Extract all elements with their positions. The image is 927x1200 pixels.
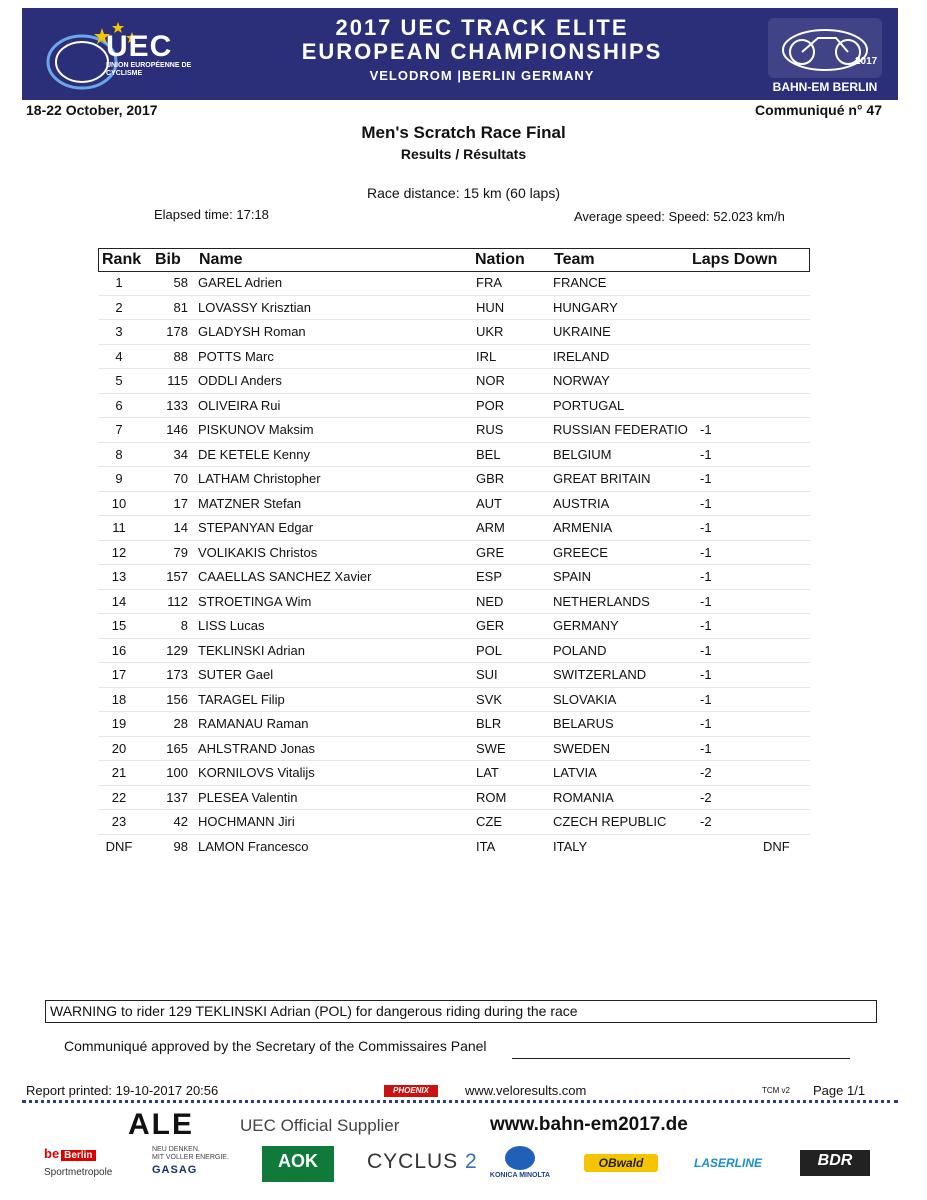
cell-nation: IRL — [476, 348, 497, 364]
cell-team: RUSSIAN FEDERATIO — [553, 422, 688, 437]
cell-bib: 100 — [166, 765, 188, 780]
cell-laps-down: -1 — [700, 544, 712, 560]
cell-team: AUSTRIA — [553, 495, 610, 511]
cell-team: BELARUS — [553, 716, 614, 731]
table-row — [98, 516, 810, 541]
cell-nation: ROM — [476, 789, 507, 805]
cell-rank: 4 — [115, 348, 123, 364]
table-row — [98, 614, 810, 639]
cell-laps-down: -1 — [700, 446, 712, 462]
table-row — [98, 492, 810, 517]
cell-name: TEKLINSKI Adrian — [198, 642, 305, 658]
cell-team: ITALY — [553, 838, 588, 854]
cell-team: LATVIA — [553, 765, 597, 780]
cell-name: OLIVEIRA Rui — [198, 397, 281, 413]
table-row — [98, 369, 810, 394]
table-row — [98, 271, 810, 296]
cell-name: GAREL Adrien — [198, 275, 283, 290]
cell-laps-down: -2 — [700, 765, 712, 780]
cell-team: SPAIN — [553, 569, 592, 584]
tcm-version: TCM v2 — [762, 1086, 790, 1095]
table-row — [98, 688, 810, 713]
banner-title-line1: 2017 UEC TRACK ELITE — [335, 15, 629, 40]
cell-rank: 12 — [111, 544, 127, 560]
cell-bib: 17 — [173, 495, 188, 511]
table-row — [98, 737, 810, 762]
cell-rank: 9 — [115, 471, 123, 486]
cell-laps-down: -1 — [700, 422, 712, 437]
cell-team: CZECH REPUBLIC — [553, 814, 667, 829]
cell-team: GREECE — [553, 544, 608, 560]
cell-bib: 70 — [173, 471, 188, 486]
cell-nation: ITA — [476, 838, 496, 854]
cell-name: LATHAM Christopher — [198, 471, 321, 486]
berlin-logo-text: Berlin — [61, 1150, 95, 1161]
table-row — [98, 565, 810, 590]
cell-team: POLAND — [553, 642, 607, 658]
table-row — [98, 394, 810, 419]
table-row — [98, 320, 810, 345]
cell-status: DNF — [763, 838, 790, 854]
championship-website[interactable]: www.bahn-em2017.de — [490, 1114, 688, 1135]
header-name: Name — [199, 251, 243, 268]
cell-team: GERMANY — [553, 618, 619, 633]
cell-nation: AUT — [476, 495, 502, 511]
cell-nation: SVK — [476, 691, 503, 707]
cell-laps-down: -1 — [700, 740, 712, 756]
table-row — [98, 761, 810, 786]
cell-team: FRANCE — [553, 275, 607, 290]
obwald-logo: OBwald — [584, 1154, 658, 1172]
cell-bib: 156 — [166, 691, 188, 707]
cell-rank: 6 — [115, 397, 123, 413]
gasag-line2: MIT VOLLER ENERGIE. — [152, 1154, 229, 1161]
cell-rank: 5 — [115, 373, 123, 388]
cell-bib: 137 — [166, 789, 188, 805]
cell-bib: 178 — [166, 324, 188, 339]
cell-name: VOLIKAKIS Christos — [198, 544, 318, 560]
bdr-logo: BDR — [800, 1150, 870, 1176]
konica-globe-icon — [505, 1146, 535, 1170]
cell-name: PISKUNOV Maksim — [198, 422, 314, 437]
table-row — [98, 712, 810, 737]
bahn-logo-year: 2017 — [855, 56, 878, 67]
cell-nation: CZE — [476, 814, 502, 829]
page-subtitle: Results / Résultats — [400, 146, 527, 162]
cell-rank: 20 — [111, 740, 127, 756]
signature-line — [512, 1058, 850, 1059]
cell-bib: 115 — [167, 373, 188, 388]
cell-rank: 21 — [111, 765, 127, 780]
cell-name: STROETINGA Wim — [198, 593, 312, 609]
cell-bib: 173 — [166, 667, 188, 682]
warning-box — [45, 1000, 877, 1023]
cell-rank: 3 — [115, 324, 123, 339]
cell-laps-down: -1 — [700, 520, 712, 535]
cell-laps-down: -2 — [700, 789, 712, 805]
table-row — [98, 810, 810, 835]
cell-team: GREAT BRITAIN — [553, 471, 651, 486]
cell-team: SLOVAKIA — [553, 691, 617, 707]
cell-laps-down: -1 — [700, 471, 712, 486]
table-row — [98, 835, 810, 859]
table-row — [98, 786, 810, 811]
phoenix-logo: PHOENIX — [384, 1085, 438, 1097]
table-row — [98, 663, 810, 688]
header-rank: Rank — [102, 251, 142, 268]
cell-rank: 23 — [111, 814, 127, 829]
cell-team: SWITZERLAND — [553, 667, 647, 682]
cell-bib: 79 — [173, 544, 188, 560]
cell-name: KORNILOVS Vitalijs — [198, 765, 315, 780]
cell-nation: FRA — [476, 275, 502, 290]
cell-rank: 11 — [112, 520, 126, 535]
cyclus-text: CYCLUS — [367, 1150, 459, 1173]
cell-name: AHLSTRAND Jonas — [198, 740, 316, 756]
header-team: Team — [554, 251, 595, 268]
cell-laps-down: -1 — [700, 691, 712, 707]
dotted-divider — [22, 1100, 898, 1103]
cell-nation: HUN — [476, 299, 505, 315]
uec-logo-text: UEC — [106, 30, 173, 63]
cell-laps-down: -1 — [700, 495, 712, 511]
banner-title-line3: VELODROM |BERLIN GERMANY — [369, 68, 595, 83]
cell-name: ODDLI Anders — [198, 373, 282, 388]
konica-text: KONICA MINOLTA — [489, 1172, 551, 1179]
cell-bib: 98 — [173, 838, 188, 854]
cell-rank: DNF — [105, 838, 133, 854]
cell-nation: RUS — [476, 422, 504, 437]
cell-nation: SWE — [476, 740, 506, 756]
header-nation: Nation — [475, 251, 525, 268]
cell-nation: ARM — [476, 520, 505, 535]
gasag-logo — [152, 1146, 229, 1184]
table-row — [98, 345, 810, 370]
cell-name: POTTS Marc — [198, 348, 274, 364]
cell-name: RAMANAU Raman — [198, 716, 309, 731]
cell-nation: NED — [476, 593, 504, 609]
uec-logo-subtitle: UNION EUROPÉENNE DE CYCLISME — [106, 62, 192, 77]
cell-bib: 88 — [173, 348, 188, 364]
cell-rank: 19 — [111, 716, 127, 731]
cell-rank: 14 — [111, 593, 127, 609]
table-row — [98, 590, 810, 615]
cell-bib: 129 — [166, 642, 188, 658]
banner-title-line2: EUROPEAN CHAMPIONSHIPS — [301, 39, 663, 64]
cell-team: SWEDEN — [553, 740, 611, 756]
cell-name: PLESEA Valentin — [198, 789, 298, 805]
page-title: Men's Scratch Race Final — [361, 123, 566, 142]
approval-statement: Communiqué approved by the Secretary of the Commissaires Panel — [64, 1038, 487, 1054]
konica-minolta-logo — [488, 1146, 552, 1184]
cell-bib: 81 — [173, 299, 188, 315]
cell-bib: 165 — [166, 740, 188, 756]
communique-number: Communiqué n° 47 — [755, 102, 882, 118]
cell-nation: SUI — [476, 667, 498, 682]
cell-bib: 133 — [166, 397, 188, 413]
cell-nation: GBR — [476, 471, 505, 486]
cell-name: HOCHMANN Jiri — [198, 814, 295, 829]
cell-team: HUNGARY — [553, 299, 618, 315]
cell-rank: 13 — [111, 569, 127, 584]
cell-bib: 112 — [167, 593, 188, 609]
cell-nation: NOR — [476, 373, 505, 388]
table-row — [98, 443, 810, 468]
cell-bib: 58 — [173, 275, 188, 290]
cell-nation: GER — [476, 618, 505, 633]
cell-nation: BEL — [476, 446, 501, 462]
cell-laps-down: -1 — [700, 716, 712, 731]
event-dates: 18-22 October, 2017 — [26, 102, 158, 118]
elapsed-time: Elapsed time: 17:18 — [154, 207, 269, 222]
banner-title — [222, 16, 742, 86]
cell-nation: UKR — [476, 324, 504, 339]
cell-bib: 157 — [166, 569, 188, 584]
cell-rank: 1 — [115, 275, 123, 290]
cell-name: CAAELLAS SANCHEZ Xavier — [198, 569, 372, 584]
cell-rank: 18 — [111, 691, 127, 707]
cell-laps-down: -1 — [700, 618, 712, 633]
cell-team: NORWAY — [553, 373, 610, 388]
berlin-logo-sub: Sportmetropole — [44, 1167, 113, 1178]
cell-laps-down: -1 — [700, 642, 712, 658]
cell-team: ROMANIA — [553, 789, 614, 805]
cell-bib: 8 — [180, 618, 188, 633]
cell-name: SUTER Gael — [198, 667, 274, 682]
cell-bib: 34 — [173, 446, 188, 462]
table-row — [98, 296, 810, 321]
cell-nation: GRE — [476, 544, 505, 560]
cell-rank: 17 — [111, 667, 127, 682]
aok-logo: AOK — [262, 1146, 334, 1182]
cell-name: GLADYSH Roman — [198, 324, 306, 339]
table-row — [98, 467, 810, 492]
cell-rank: 7 — [115, 422, 123, 437]
cell-name: LAMON Francesco — [198, 838, 309, 854]
cell-team: UKRAINE — [553, 324, 611, 339]
results-table-body — [98, 271, 810, 858]
cell-rank: 22 — [111, 789, 127, 805]
cyclus-number: 2 — [465, 1150, 478, 1173]
page-number: Page 1/1 — [813, 1083, 866, 1098]
cell-nation: ESP — [476, 569, 503, 584]
ale-logo: ALE — [128, 1108, 194, 1141]
website-link[interactable]: www.veloresults.com — [465, 1083, 587, 1098]
cell-name: DE KETELE Kenny — [198, 446, 310, 462]
race-distance: Race distance: 15 km (60 laps) — [367, 185, 560, 201]
cell-nation: POL — [476, 642, 503, 658]
cyclus-logo — [367, 1150, 478, 1188]
cell-laps-down: -1 — [700, 593, 712, 609]
header-bib: Bib — [155, 251, 181, 268]
cell-nation: POR — [476, 397, 505, 413]
report-printed: Report printed: 19-10-2017 20:56 — [26, 1083, 219, 1098]
cell-team: ARMENIA — [553, 520, 613, 535]
cell-laps-down: -1 — [700, 667, 712, 682]
table-row — [98, 639, 810, 664]
cell-bib: 42 — [173, 814, 188, 829]
warning-text: WARNING to rider 129 TEKLINSKI Adrian (POL) for dangerous riding during the race — [50, 1003, 578, 1019]
cell-rank: 10 — [111, 495, 127, 511]
cell-laps-down: -1 — [700, 569, 712, 584]
cell-bib: 146 — [166, 422, 188, 437]
cell-team: NETHERLANDS — [553, 593, 650, 609]
cell-rank: 15 — [111, 618, 127, 633]
gasag-line1: NEU DENKEN. — [152, 1146, 200, 1153]
table-row — [98, 541, 810, 566]
table-row — [98, 418, 810, 443]
gasag-name: GASAG — [152, 1164, 198, 1176]
cell-bib: 14 — [173, 520, 188, 535]
cell-nation: LAT — [476, 765, 499, 780]
cell-name: LOVASSY Krisztian — [198, 299, 311, 315]
cell-team: BELGIUM — [553, 446, 612, 462]
cell-bib: 28 — [173, 716, 188, 731]
official-supplier-text: UEC Official Supplier — [240, 1116, 400, 1135]
cell-rank: 16 — [111, 642, 127, 658]
cell-laps-down: -2 — [700, 814, 712, 829]
average-speed: Average speed: Speed: 52.023 km/h — [574, 209, 785, 224]
results-table-header — [98, 248, 810, 272]
cell-nation: BLR — [476, 716, 502, 731]
laserline-logo: LASERLINE — [694, 1156, 763, 1170]
cell-name: TARAGEL Filip — [198, 691, 285, 707]
header-banner — [22, 8, 898, 100]
cell-team: IRELAND — [553, 348, 610, 364]
cell-rank: 8 — [115, 446, 123, 462]
header-laps-down: Laps Down — [692, 251, 778, 268]
cell-team: PORTUGAL — [553, 397, 625, 413]
cell-rank: 2 — [115, 299, 123, 315]
cell-name: LISS Lucas — [198, 618, 265, 633]
cell-name: STEPANYAN Edgar — [198, 520, 314, 535]
berlin-sportmetropole-logo: be Berlin Sportmetropole — [44, 1146, 113, 1178]
bahn-em-logo-text: BAHN-EM BERLIN — [772, 80, 878, 94]
cell-name: MATZNER Stefan — [198, 495, 302, 511]
